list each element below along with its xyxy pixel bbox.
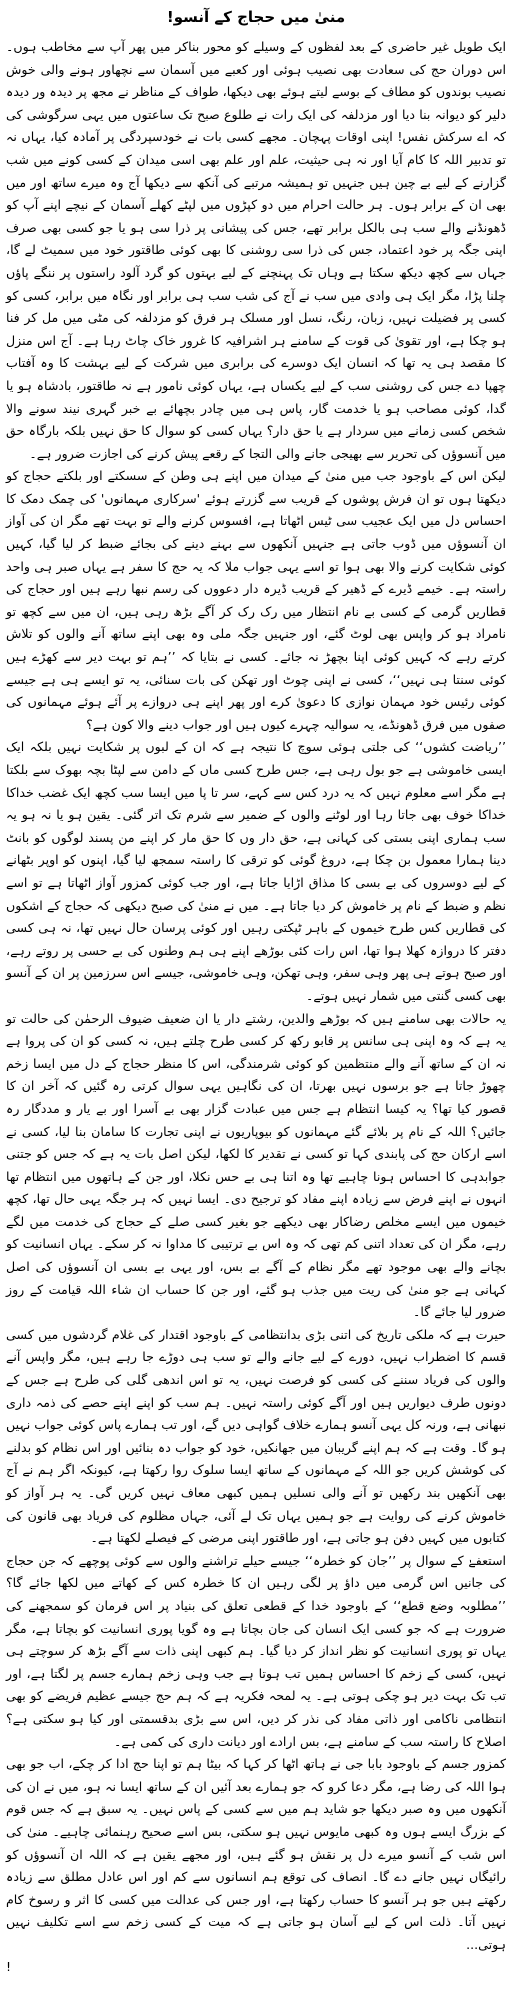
article-paragraph-3: ’’ریاضت کشوں‘‘ کی جلتی ہوئی سوچ کا نتیجہ ہے کہ ان کے لبوں پر شکایت نہیں بلکہ ایک ایسی خاموشی ہے جو بول رہی ہے، جس طرح کسی ماں کے دامن سے لپٹا بچہ بھوک سے بلکتا ہے مگر اسے معلوم نہیں کہ یہ درد کس سے کہے، سر تا پا میں ایسا سب کچھ ایک غضب خداکا خداکا خوف بھی جاتا رہا اور لوٹنے والوں کے ضمیر سے شرم تک اتر گئی۔ یقین ہو یا نہ ہو یہ سب ہماری اپنی بستی کی کہانی ہے، حق دار وں کا حق مار کر اپنے من پسند لوگوں کو بانٹ دینا ہمارا معمول بن چکا ہے، دروغ گوئی کو ترقی کا راستہ سمجھ لیا گیا، اپنوں کو اوپر بٹھانے کے لیے دوسروں کی بے بسی کا مذاق اڑایا جاتا ہے، اور جب کوئی کمزور آواز اٹھاتا ہے تو اسے نظم و ضبط کے نام پر خاموش کر دیا جاتا ہے۔ میں نے منیٰ کی صبح دیکھی کہ حجاج کے اشکوں کی قطاریں کس طرح خیموں کے باہر ٹپکتی رہیں اور کوئی پرسان حال نہیں تھا، نہ ہی کسی دفتر کا دروازہ کھلا ہوا تھا، اس رات کئی بوڑھے اپنے ہی ہم وطنوں کی بے حسی پر روتے رہے، اور صبح ہوتے ہی پھر وہی سفر، وہی تھکن، وہی خاموشی، جیسے اس سرزمین پر ان کے آنسو بھی کسی گنتی میں شمار نہیں ہوتے۔: [6, 739, 506, 1003]
article-paragraph-1: ایک طویل غیر حاضری کے بعد لفظوں کے وسیلے کو محور بناکر میں پھر آپ سے مخاطب ہوں۔ اس دوران حج کی سعادت بھی نصیب ہوئی اور کعبے میں آسمان سے نچھاور ہونے والی خوش نصیب بوندوں کو مطاف کے بوسے لیتے ہوئے بھی دیکھا، طواف کے مناظر نے مجھ پر دیدہ ور دیدہ دلیر کو دیوانہ بنا دیا اور مزدلفہ کی ایک رات نے طلوع صبح تک ساعتوں میں یہی سرگوشی کی کہ اے سرکش نفس! اپنی اوقات پہچان۔ مجھے کسی بات نے خودسپردگی پر آمادہ کیا، یہاں نہ تو تدبیر اللہ کا کام آیا اور نہ ہی حیثیت، علم اور علم بھی اسی میدان کے کسی کونے میں شب گزارنے کے لیے بے چین ہیں جنہیں تو ہمیشہ مرتبے کی آنکھ سے دیکھا آج وہ میرے ساتھ اور میں بھی ان کے برابر ہوں۔ ہر حالت احرام میں دو کپڑوں میں لپٹے کھلے آسمان کے نیچے اپنے آپ کو ڈھونڈنے والے سب ہی بالکل برابر تھے، جس کی پیشانی پر ذرا سی ہو یا جو کسی بھی صرف اپنی جگہ پر خود اعتماد، جس کی ذرا سی روشنی کا بھی کوئی طاقتور خود میں سمیٹ لے گا، جہاں سے کچھ دیکھ سکتا ہے وہاں تک پہنچنے کے لیے بہتوں کو گرد آلود راستوں پر ننگے پاؤں چلنا پڑا، مگر ایک ہی وادی میں سب نے آج کی شب سب ہی برابر اور نگاہ میں برابر، کسی کو کسی پر فضیلت نہیں، زبان، رنگ، نسل اور مسلک ہر فرق کو مزدلفہ کی مٹی میں مل کر فنا ہو چکا ہے، اور تقویٰ کی قوت کے سامنے ہر اشرافیہ کا غرور خاک چاٹ رہا ہے۔ آج اس منزل کا مقصد ہی یہ تھا کہ انسان ایک دوسرے کی برابری میں شرکت کے لیے بہشت کا وہ آفتاب چھپا دے جس کی روشنی سب کے لیے یکساں ہے، یہاں کوئی نامور ہے نہ طاقتور، بادشاہ ہو یا گدا، کوئی مصاحب ہو یا خدمت گار، پاس ہی میں چادر بچھائے بے خبر گہری نیند سونے والا شخص کسی زمانے میں سردار ہے یا حق دار؟ یہاں کسی کو سوال کا حق نہیں بلکہ بارگاہ حق میں آنسوؤں کی تحریر سے بھیجی جانے والی التجا کے رقعے پیش کرنے کی اجازت ضرور ہے۔: [6, 39, 506, 461]
article-paragraph-2: لیکن اس کے باوجود جب میں منیٰ کے میدان میں اپنے ہی وطن کے سسکتے اور بلکتے حجاج کو دیکھتا ہوں تو ان فرش پوشوں کے قریب سے گزرتے ہوئے 'سرکاری مہمانوں' کی چمک دمک کا احساس دل میں ایک عجیب سی ٹیس اٹھاتا ہے، افسوس کرنے والے تو بہت تھے مگر ان کی آواز ان آنسوؤں میں ڈوب جاتی ہے جنہیں آنکھوں سے بہنے دینے کی بجائے ضبط کر لیا گیا، کہیں کوئی شکایت کرنے والا بھی ہوا تو اسے یہی جواب ملا کہ یہ حج کا سفر ہے یہاں صبر ہی واحد راستہ ہے۔ خیمے ڈیرے کے ڈھیر کے قریب ڈیرہ دار دعووں کی رسم نبھا رہے ہیں اور حجاج کی قطاریں گرمی کے کسی بے نام انتظار میں رک رک کر آگے بڑھ رہی ہیں، ان میں سے کچھ تو نامراد ہو کر واپس بھی لوٹ گئے، اور جنہیں جگہ ملی وہ بھی اپنے ساتھ آنے والوں کو تلاش کرتے رہے کہ کہیں کوئی اپنا بچھڑ نہ جائے۔ کسی نے بتایا کہ ’’ہم تو بہت دیر سے کھڑے ہیں کوئی سنتا ہی نہیں‘‘، کسی نے اپنی چوٹ اور تھکن کی بات سنائی، یہ تو ایسے ہی ہے جیسے کوئی رئیس خود مہمان نوازی کا دعویٰ کرے اور پھر اپنے ہی دروازے پر آئے ہوئے مہمانوں کی صفوں میں فرق ڈھونڈے، یہ سوالیہ چہرے کیوں ہیں اور جواب دینے والا کون ہے؟: [6, 468, 506, 732]
article-paragraph-6: استعفےٰ کے سوال پر ’’جان کو خطرہ‘‘ جیسے حیلے تراشنے والوں سے کوئی پوچھے کہ جن حجاج کی جانیں اس گرمی میں داؤ پر لگی رہیں ان کا خطرہ کس کے کھاتے میں لکھا جائے گا؟ ’’مطلوبہ وضع قطع‘‘ کے باوجود خدا کے قطعی تعلق کی بنیاد پر اس فرمان کو سمجھنے کی ضرورت ہے کہ جو کسی ایک انسان کی جان بچاتا ہے وہ گویا پوری انسانیت کو بچاتا ہے، مگر یہاں تو پوری انسانیت کو نظر انداز کر دیا گیا۔ ہم کبھی اپنی ذات سے آگے بڑھ کر سوچتے ہی نہیں، کسی کے زخم کا احساس ہمیں تب ہوتا ہے جب وہی زخم ہمارے جسم پر لگتا ہے، اور تب تک بہت دیر ہو چکی ہوتی ہے۔ یہ لمحہ فکریہ ہے کہ ہم حج جیسے عظیم فریضے کو بھی انتظامی ناکامی اور ذاتی مفاد کی نذر کر دیں، اس سے بڑی بدقسمتی اور کیا ہو سکتی ہے؟ اصلاح کا راستہ سب کے سامنے ہے، بس ارادے اور دیانت داری کی کمی ہے۔: [6, 1552, 506, 1749]
closing-mark: !: [6, 1959, 12, 1975]
article-paragraph-4: یہ حالات بھی سامنے ہیں کہ بوڑھے والدین، رشتے دار یا ان ضعیف ضیوف الرحمٰن کی حالت تو یہ ہے کہ وہ اپنی ہی سانس پر قابو رکھ کر کسی طرح چلتے ہیں، نہ کسی کو ان کی پروا ہے نہ ان کے ساتھ آنے والے منتظمین کو کوئی شرمندگی، اس کا منظر حجاج کے دل میں ایسا زخم چھوڑ جاتا ہے جو برسوں نہیں بھرتا، ان کی نگاہیں یہی سوال کرتی رہ گئیں کہ آخر ان کا قصور کیا تھا؟ یہ کیسا انتظام ہے جس میں عبادت گزار بھی بے آسرا اور بے یار و مددگار رہ جائیں؟ اللہ کے نام پر بلائے گئے مہمانوں کو بیوپاریوں نے اپنی تجارت کا سامان بنا لیا، کسی نے اسے ارکان حج کی پابندی کہا تو کسی نے تقدیر کا لکھا، لیکن اصل بات یہ ہے کہ جس کو جتنی جوابدہی کا احساس ہونا چاہیے تھا وہ اتنا ہی بے حس نکلا، اور جن کے ہاتھوں میں انتظام تھا انہوں نے اپنے فرض سے زیادہ اپنے مفاد کو ترجیح دی۔ ایسا نہیں کہ ہر جگہ یہی حال تھا، کچھ خیموں میں ایسے مخلص رضاکار بھی دیکھے جو بغیر کسی صلے کے حجاج کی خدمت میں لگے رہے، مگر ان کی تعداد اتنی کم تھی کہ وہ اس بے ترتیبی کا مداوا نہ کر سکے۔ یہاں انسانیت کو بچانے والے بھی موجود تھے مگر نظام کے آگے بے بس، اور یہی بے بسی ان آنسوؤں کی اصل کہانی ہے جو منیٰ کی ریت میں جذب ہو گئے، اور جن کا حساب ان شاء اللہ قیامت کے روز ضرور لیا جائے گا۔: [6, 1010, 506, 1320]
article-title: منیٰ میں حجاج کے آنسو!: [166, 8, 346, 26]
article-paragraph-5: حیرت ہے کہ ملکی تاریخ کی اتنی بڑی بدانتظامی کے باوجود اقتدار کی غلام گردشوں میں کسی قسم کا اضطراب نہیں، دورے کے لیے جانے والے تو سب ہی دوڑے جا رہے ہیں، مگر واپس آنے والوں کی فریاد سننے کی کسی کو فرصت نہیں، یہ تو اس اندھی گلی کی طرح ہے جس کے دونوں طرف دیواریں ہیں اور آگے کوئی راستہ نہیں۔ ہم سب کو اپنے اپنے حصے کی ذمہ داری نبھانی ہے، ورنہ کل یہی آنسو ہمارے خلاف گواہی دیں گے، اور تب ہمارے پاس کوئی جواب نہیں ہو گا۔ وقت ہے کہ ہم اپنے گریبان میں جھانکیں، خود کو جواب دہ بنائیں اور اس نظام کو بدلنے کی کوشش کریں جو اللہ کے مہمانوں کے ساتھ ایسا سلوک روا رکھتا ہے، کیونکہ اگر ہم نے آج بھی آنکھیں بند رکھیں تو آنے والی نسلیں ہمیں کبھی معاف نہیں کریں گی۔ یہ ہر آواز کو خاموش کرنے کی روایت ہے جو ہمیں یہاں تک لے آئی، جہاں مظلوم کی فریاد بھی قانون کی کتابوں میں کہیں دفن ہو جاتی ہے، اور طاقتور اپنی مرضی کے فیصلے لکھتا ہے۔: [6, 1326, 506, 1546]
article-paragraph-7: کمزور جسم کے باوجود بابا جی نے ہاتھ اٹھا کر کہا کہ بیٹا ہم تو اپنا حج ادا کر چکے، اب جو بھی ہوا اللہ کی رضا ہے، مگر دعا کرو کہ جو ہمارے بعد آئیں ان کے ساتھ ایسا نہ ہو، میں نے ان کی آنکھوں میں وہ صبر دیکھا جو شاید ہم میں سے کسی کے پاس نہیں۔ یہ سبق ہے کہ جس قوم کے بزرگ ایسے ہوں وہ کبھی مایوس نہیں ہو سکتی، بس اسے صحیح رہنمائی چاہیے۔ منیٰ کی اس شب کے آنسو میرے دل پر نقش ہو گئے ہیں، اور مجھے یقین ہے کہ اللہ ان آنسوؤں کو رائیگاں نہیں جانے دے گا۔ انصاف کی توقع ہم انسانوں سے کم اور اس عادل مطلق سے زیادہ رکھتے ہیں جو ہر آنسو کا حساب رکھتا ہے، اور جس کی عدالت میں کسی کا اثر و رسوخ کام نہیں آتا۔ ذلت اس کے لیے آسان ہو جاتی ہے کہ میت کے کسی زخم سے اسے تکلیف نہیں ہوتی...: [6, 1756, 506, 1952]
